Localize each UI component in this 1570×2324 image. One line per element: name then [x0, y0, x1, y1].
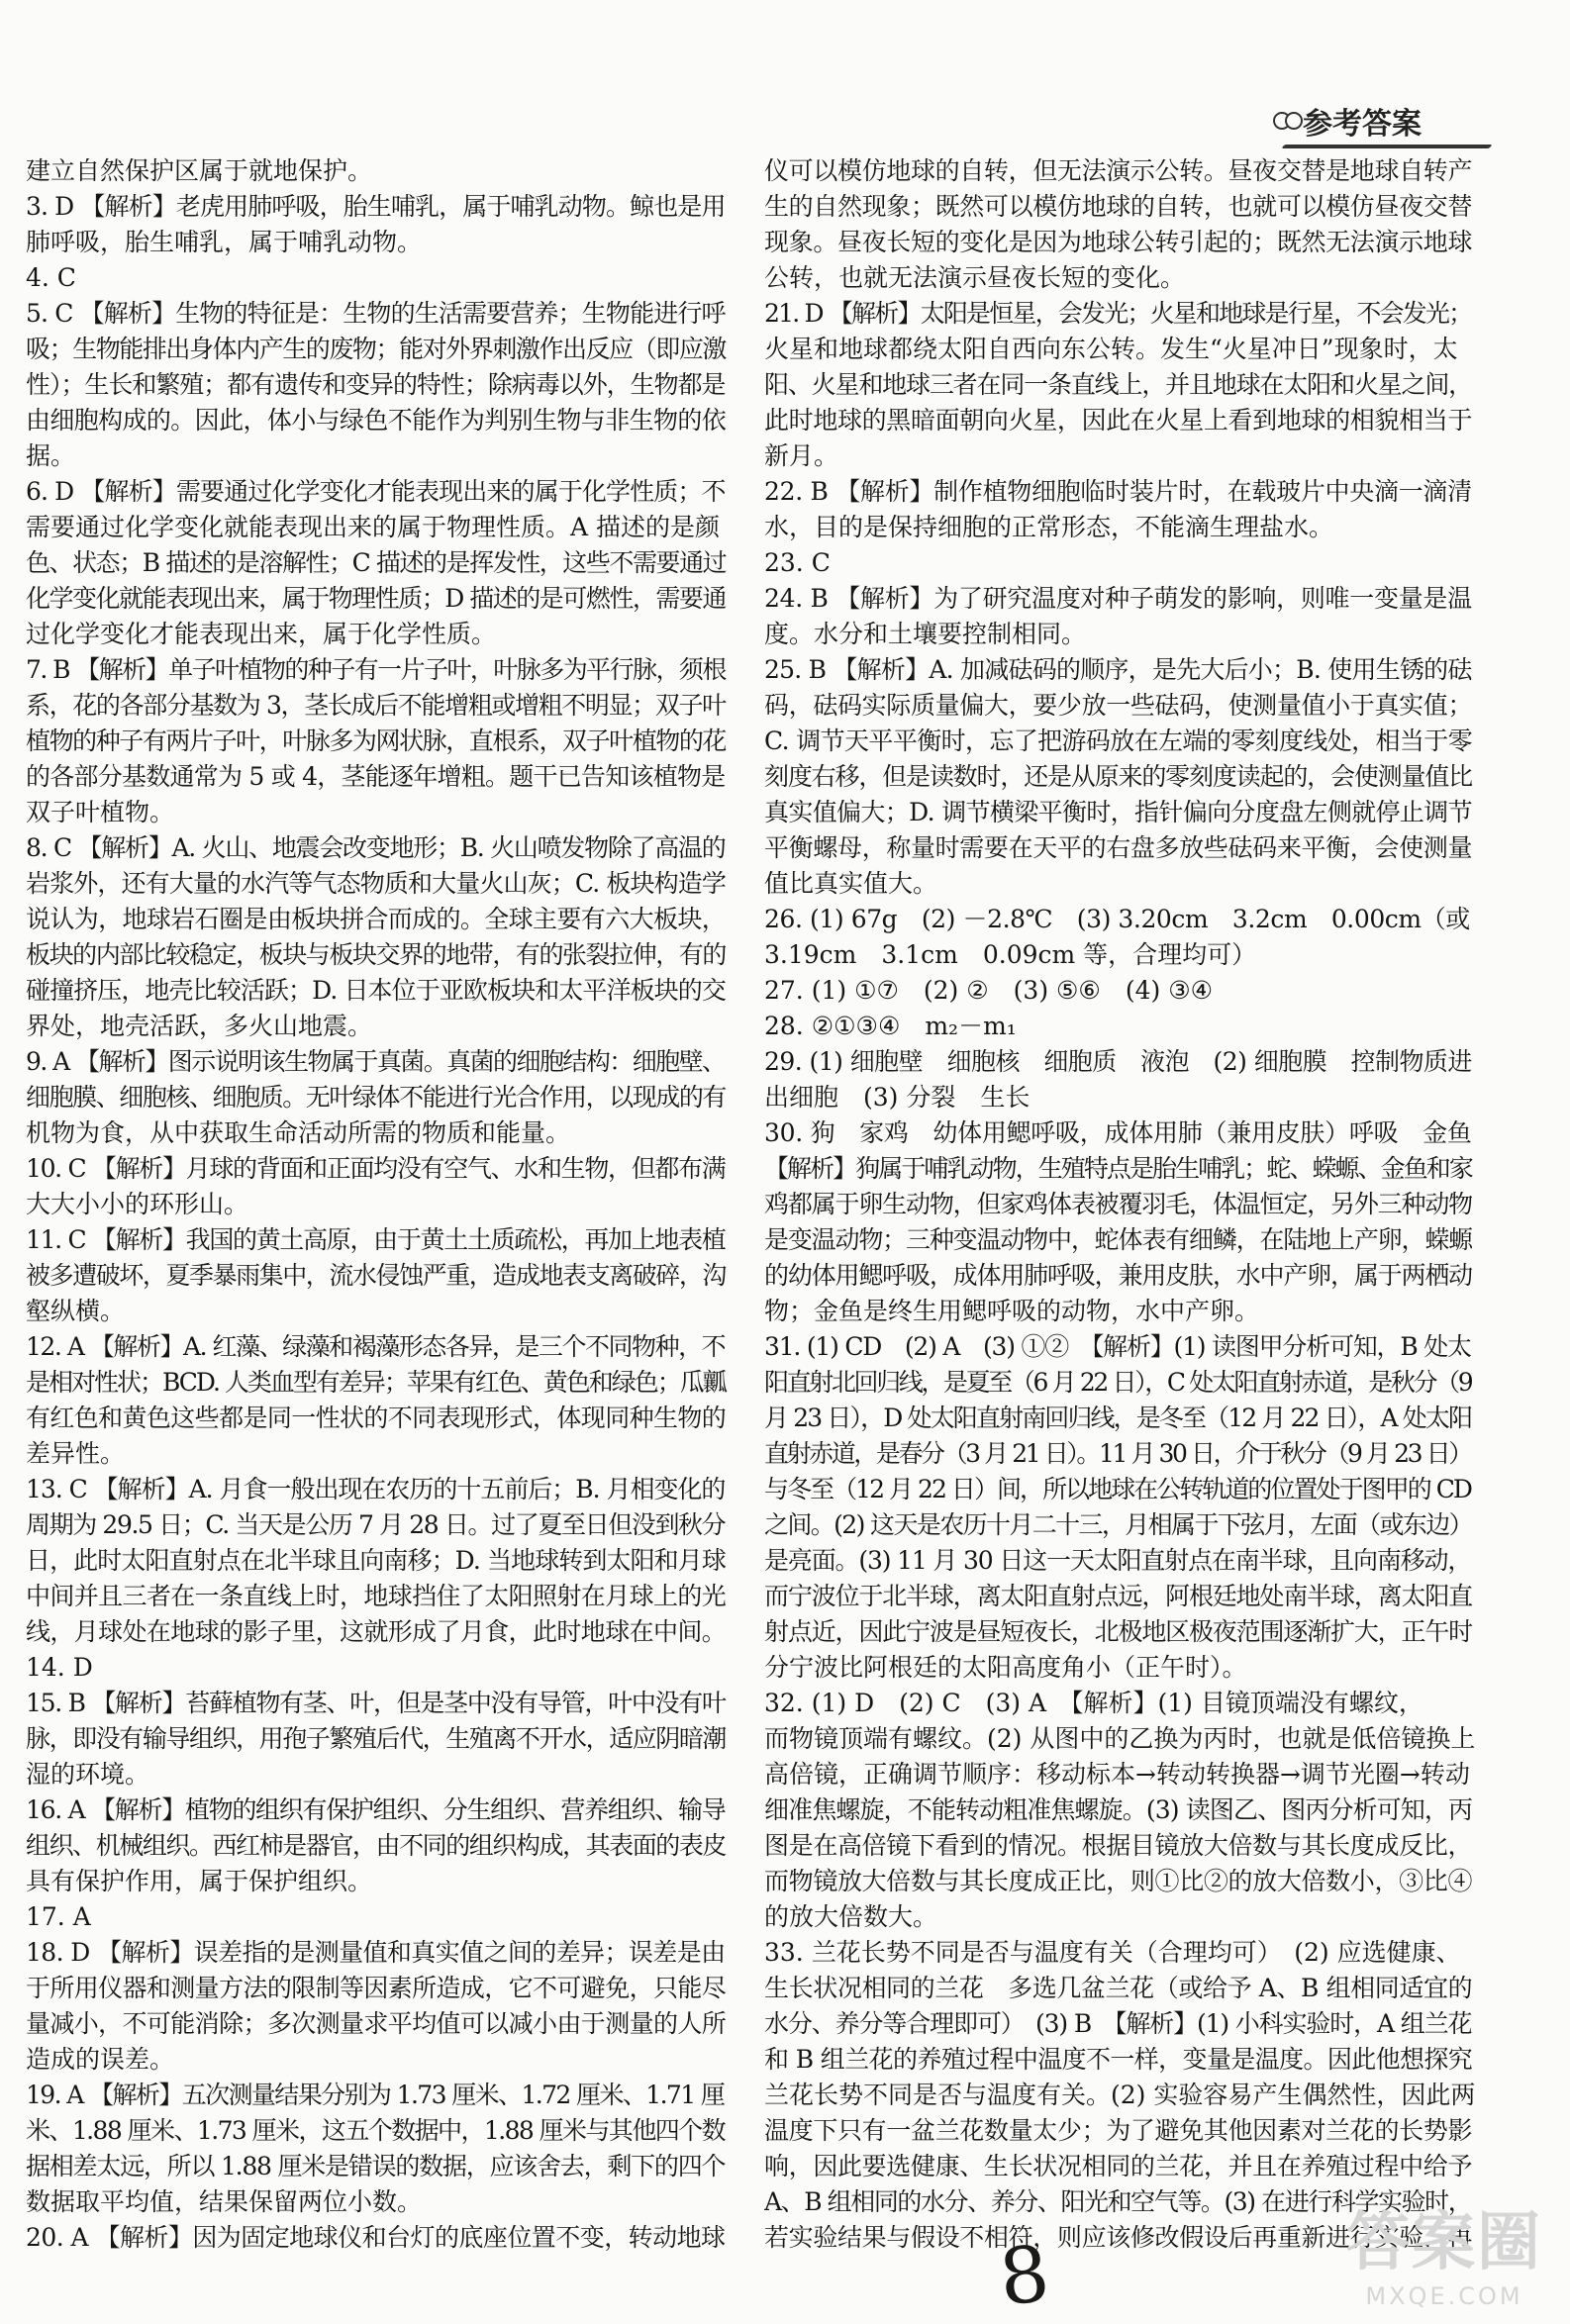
text-line: 3. D 【解析】老虎用肺呼吸，胎生哺乳，属于哺乳动物。鲸也是用 — [26, 192, 726, 221]
text-line: 而物镜顶端有螺纹。(2) 从图中的乙换为丙时，也就是低倍镜换上 — [764, 1724, 1475, 1753]
text-line: 码，砝码实际质量偏大，要少放一些砝码，使测量值小于真实值； — [764, 691, 1473, 720]
text-line: 温度下只有一盆兰花数量太少；为了避免其他因素对兰花的长势影 — [764, 2116, 1473, 2145]
text-line: 水，目的是保持细胞的正常形态，不能滴生理盐水。 — [764, 513, 1334, 541]
text-line: 12. A 【解析】A. 红藻、绿藻和褐藻形态各异，是三个不同物种，不 — [26, 1332, 726, 1361]
text-line: 24. B 【解析】为了研究温度对种子萌发的影响，则唯一变量是温 — [764, 584, 1472, 613]
text-line: C. 调节天平平衡时，忘了把游码放在左端的零刻度线处，相当于零 — [764, 726, 1473, 755]
text-line: 阳、火星和地球三者在同一条直线上，并且地球在太阳和火星之间， — [764, 370, 1473, 399]
text-line: 有红色和黄色这些都是同一性状的不同表现形式，体现同种生物的 — [26, 1404, 727, 1432]
text-line: 据相差太远，所以 1.88 厘米是错误的数据，应该舍去，剩下的四个 — [26, 2152, 726, 2180]
text-line: 14. D — [26, 1653, 93, 1682]
text-line: 生的自然现象；既然可以模仿地球的自转，也就可以模仿昼夜交替 — [764, 192, 1473, 221]
text-line: 鸡都属于卵生动物，但家鸡体表被覆羽毛，体温恒定，另外三种动物 — [764, 1190, 1473, 1218]
text-line: 31. (1) CD (2) A (3) ①② 【解析】(1) 读图甲分析可知，B 处太 — [764, 1332, 1471, 1361]
watermark-logo — [1346, 2191, 1542, 2310]
text-line: 的放大倍数大。 — [764, 1902, 938, 1931]
watermark-cn: 答案圈 — [1346, 2206, 1542, 2279]
text-line: 26. (1) 67g (2) －2.8℃ (3) 3.20cm 3.2cm 0.00cm（或 — [764, 905, 1470, 933]
text-line: 水分、养分等合理即可） (3) B 【解析】(1) 小科实验时，A 组兰花 — [764, 2009, 1472, 2038]
text-line: 是变温动物；三种变温动物中，蛇体表有细鳞，在陆地上产卵，蝾螈 — [764, 1225, 1473, 1254]
text-line: 真实值偏大；D. 调节横梁平衡时，指针偏向分度盘左侧就停止调节 — [764, 798, 1472, 826]
right-column — [764, 153, 1475, 2256]
text-line: 具有保护作用，属于保护组织。 — [26, 1867, 373, 1895]
text-line: 与冬至（12 月 22 日）间，所以地球在公转轨道的位置处于图甲的 CD — [764, 1475, 1471, 1503]
text-line: 说认为，地球岩石圈是由板块拼合而成的。全球主要有六大板块， — [26, 905, 727, 933]
text-line: 周期为 29.5 日；C. 当天是公历 7 月 28 日。过了夏至日但没到秋分 — [26, 1510, 726, 1539]
text-line: 13. C 【解析】A. 月食一般出现在农历的十五前后；B. 月相变化的 — [26, 1475, 726, 1503]
text-line: 造成的误差。 — [26, 2045, 175, 2074]
text-line: 4. C — [26, 263, 76, 292]
text-line: 高倍镜，正确调节顺序：移动标本→转动转换器→调节光圈→转动 — [764, 1760, 1470, 1789]
text-line: 建立自然保护区属于就地保护。 — [26, 156, 373, 185]
text-line: 的各部分基数通常为 5 或 4，茎能逐年增粗。题干已告知该植物是 — [26, 762, 726, 791]
text-line: 板块的内部比较稳定，板块与板块交界的地带，有的张裂拉伸，有的 — [26, 940, 727, 969]
text-line: A、B 组相同的水分、养分、阳光和空气等。(3) 在进行科学实验时， — [764, 2187, 1472, 2216]
text-line: 30. 狗 家鸡 幼体用鳃呼吸，成体用肺（兼用皮肤）呼吸 金鱼 — [764, 1118, 1472, 1147]
text-line: 9. A 【解析】图示说明该生物属于真菌。真菌的细胞结构：细胞壁、 — [26, 1047, 726, 1076]
text-line: 16. A 【解析】植物的组织有保护组织、分生组织、营养组织、输导 — [26, 1795, 726, 1824]
text-line: 11. C 【解析】我国的黄土高原，由于黄土土质疏松，再加上地表植 — [26, 1225, 726, 1254]
text-line: 双子叶植物。 — [26, 798, 175, 826]
text-line: 由细胞构成的。因此，体小与绿色不能作为判别生物与非生物的依 — [26, 406, 727, 435]
text-line: 28. ②①③④ m₂－m₁ — [764, 1012, 1017, 1040]
text-line: 21. D 【解析】太阳是恒星，会发光；火星和地球是行星，不会发光； — [764, 299, 1472, 328]
text-line: 之间。(2) 这天是农历十月二十三，月相属于下弦月，左面（或东边） — [764, 1510, 1473, 1539]
text-line: 22. B 【解析】制作植物细胞临时装片时，在载玻片中央滴一滴清 — [764, 477, 1472, 506]
text-line: 8. C 【解析】A. 火山、地震会改变地形；B. 火山喷发物除了高温的 — [26, 833, 726, 862]
text-line: 细胞膜、细胞核、细胞质。无叶绿体不能进行光合作用，以现成的有 — [26, 1083, 727, 1112]
text-line: 据。 — [26, 441, 76, 470]
text-line: 米、1.88 厘米、1.73 厘米，这五个数据中，1.88 厘米与其他四个数 — [26, 2116, 726, 2145]
text-line: 吸；生物能排出身体内产生的废物；能对外界刺激作出反应（即应激 — [26, 335, 727, 363]
text-line: 湿的环境。 — [26, 1760, 150, 1789]
text-line: 被多遭破坏，夏季暴雨集中，流水侵蚀严重，造成地表支离破碎，沟 — [26, 1261, 727, 1290]
text-line: 刻度右移，但是读数时，还是从原来的零刻度读起的，会使测量值比 — [764, 762, 1473, 791]
text-line: 3.19cm 3.1cm 0.09cm 等，合理均可） — [764, 940, 1257, 969]
text-line: 化学变化就能表现出来，属于物理性质；D 描述的是可燃性，需要通 — [26, 584, 726, 613]
text-line: 值比真实值大。 — [764, 869, 938, 898]
text-line: 量减小，不可能消除；多次测量求平均值可以减小由于测量的人所 — [26, 2009, 727, 2038]
text-line: 直射赤道，是春分（3 月 21 日）。11 月 30 日，介于秋分（9 月 23 日） — [764, 1439, 1471, 1468]
text-line: 分宁波比阿根廷的太阳高度角小（正午时）。 — [764, 1653, 1247, 1682]
handwritten-page-number: 8 — [995, 2229, 1054, 2324]
rings-icon — [1273, 112, 1297, 130]
text-line: 植物的种子有两片子叶，叶脉多为网状脉，直根系，双子叶植物的花 — [26, 726, 727, 755]
text-line: 数据取平均值，结果保留两位小数。 — [26, 2187, 423, 2216]
text-line: 月 23 日），D 处太阳直射南回归线，是冬至（12 月 22 日），A 处太阳 — [764, 1404, 1472, 1432]
text-line: 7. B 【解析】单子叶植物的种子有一片子叶，叶脉多为平行脉，须根 — [26, 655, 726, 684]
text-line: 肺呼吸，胎生哺乳，属于哺乳动物。 — [26, 228, 423, 256]
text-line: 20. A 【解析】因为固定地球仪和台灯的底座位置不变，转动地球 — [26, 2223, 726, 2252]
text-line: 岩浆外，还有大量的水汽等气态物质和大量火山灰；C. 板块构造学 — [26, 869, 727, 898]
text-line: 29. (1) 细胞壁 细胞核 细胞质 液泡 (2) 细胞膜 控制物质进 — [764, 1047, 1472, 1076]
text-line: 的幼体用鳃呼吸，成体用肺呼吸，兼用皮肤，水中产卵，属于两栖动 — [764, 1261, 1473, 1290]
text-line: 组织、机械组织。西红柿是器官，由不同的组织构成，其表面的表皮 — [26, 1831, 727, 1860]
text-line: 火星和地球都绕太阳自西向东公转。发生“火星冲日”现象时，太 — [764, 335, 1458, 363]
text-line: 新月。 — [764, 441, 839, 470]
watermark-en: MXQE.COM — [1365, 2282, 1523, 2310]
text-line: 阳直射北回归线，是夏至（6 月 22 日），C 处太阳直射赤道，是秋分（9 — [764, 1368, 1472, 1397]
text-line: 10. C 【解析】月球的背面和正面均没有空气、水和生物，但都布满 — [26, 1154, 726, 1183]
text-line: 中间并且三者在一条直线上时，地球挡住了太阳照射在月球上的光 — [26, 1582, 727, 1610]
header-tag — [1273, 99, 1422, 143]
text-line: 兰花长势不同是否与温度有关。(2) 实验容易产生偶然性，因此两 — [764, 2081, 1475, 2109]
text-line: 若实验结果与假设不相符，则应该修改假设后再重新进行实验，再 — [764, 2223, 1473, 2252]
text-line: 线，月球处在地球的影子里，这就形成了月食，此时地球在中间。 — [26, 1617, 727, 1646]
text-line: 日，此时太阳直射点在北半球且向南移；D. 当地球转到太阳和月球 — [26, 1546, 726, 1575]
text-line: 碰撞挤压，地壳比较活跃；D. 日本位于亚欧板块和太平洋板块的交 — [26, 976, 726, 1005]
text-line: 脉，即没有输导组织，用孢子繁殖后代，生殖离不开水，适应阴暗潮 — [26, 1724, 727, 1753]
text-line: 平衡螺母，称量时需要在天平的右盘多放些砝码来平衡，会使测量 — [764, 833, 1473, 862]
text-line: 15. B 【解析】苔藓植物有茎、叶，但是茎中没有导管，叶中没有叶 — [26, 1689, 726, 1717]
text-line: 过化学变化才能表现出来，属于化学性质。 — [26, 620, 497, 648]
text-line: 6. D 【解析】需要通过化学变化才能表现出来的属于化学性质；不 — [26, 477, 726, 506]
text-line: 5. C 【解析】生物的特征是：生物的生活需要营养；生物能进行呼 — [26, 299, 726, 328]
text-line: 系，花的各部分基数为 3，茎长成后不能增粗或增粗不明显；双子叶 — [26, 691, 726, 720]
text-line: 差异性。 — [26, 1439, 126, 1468]
text-line: 现象。昼夜长短的变化是因为地球公转引起的；既然无法演示地球 — [764, 228, 1473, 256]
text-line: 色、状态；B 描述的是溶解性；C 描述的是挥发性，这些不需要通过 — [26, 548, 727, 577]
swoosh-decoration — [1281, 145, 1492, 148]
text-line: 图是在高倍镜下看到的情况。根据目镜放大倍数与其长度成反比， — [764, 1831, 1473, 1860]
text-line: 25. B 【解析】A. 加减砝码的顺序，是先大后小；B. 使用生锈的砝 — [764, 655, 1472, 684]
text-line: 17. A — [26, 1902, 91, 1931]
text-line: 而物镜放大倍数与其长度成正比，则①比②的放大倍数小，③比④ — [764, 1867, 1473, 1895]
left-column — [26, 153, 729, 2256]
text-line: 19. A 【解析】五次测量结果分别为 1.73 厘米、1.72 厘米、1.71 厘 — [26, 2081, 725, 2109]
text-line: 和 B 组兰花的养殖过程中温度不一样，变量是温度。因此他想探究 — [764, 2045, 1473, 2074]
text-line: 18. D 【解析】误差指的是测量值和真实值之间的差异；误差是由 — [26, 1938, 726, 1967]
text-line: 23. C — [764, 548, 831, 577]
text-line: 于所用仪器和测量方法的限制等因素所造成，它不可避免，只能尽 — [26, 1974, 727, 2002]
text-line: 27. (1) ①⑦ (2) ② (3) ⑤⑥ (4) ③④ — [764, 976, 1214, 1005]
text-line: 是相对性状；BCD. 人类血型有差异；苹果有红色、黄色和绿色；瓜瓤 — [26, 1368, 726, 1397]
text-line: 机物为食，从中获取生命活动所需的物质和能量。 — [26, 1118, 571, 1147]
text-line: 公转，也就无法演示昼夜长短的变化。 — [764, 263, 1186, 292]
text-line: 需要通过化学变化就能表现出来的属于物理性质。A 描述的是颜 — [26, 513, 721, 541]
text-line: 仪可以模仿地球的自转，但无法演示公转。昼夜交替是地球自转产 — [764, 156, 1473, 185]
text-line: 是亮面。(3) 11 月 30 日这一天太阳直射点在南半球，且向南移动， — [764, 1546, 1472, 1575]
text-line: 32. (1) D (2) C (3) A 【解析】(1) 目镜顶端没有螺纹， — [764, 1689, 1423, 1717]
text-line: 大大小小的环形山。 — [26, 1190, 249, 1218]
text-line: 生长状况相同的兰花 多选几盆兰花（或给予 A、B 组相同适宜的 — [764, 1974, 1473, 2002]
text-line: 性）；生长和繁殖；都有遗传和变异的特性；除病毒以外，生物都是 — [26, 370, 726, 399]
text-line: 此时地球的黑暗面朝向火星，因此在火星上看到地球的相貌相当于 — [764, 406, 1473, 435]
text-line: 壑纵横。 — [26, 1297, 126, 1325]
text-line: 而宁波位于北半球，离太阳直射点远，阿根廷地处南半球，离太阳直 — [764, 1582, 1473, 1610]
text-line: 细准焦螺旋，不能转动粗准焦螺旋。(3) 读图乙、图丙分析可知，丙 — [764, 1795, 1473, 1824]
text-line: 响，因此要选健康、生长状况相同的兰花，并且在养殖过程中给予 — [764, 2152, 1473, 2180]
header-tag-label: 参考答案 — [1303, 107, 1422, 142]
text-line: 界处，地壳活跃，多火山地震。 — [26, 1012, 373, 1040]
text-line: 【解析】狗属于哺乳动物，生殖特点是胎生哺乳；蛇、蝾螈、金鱼和家 — [764, 1154, 1472, 1183]
text-line: 33. 兰花长势不同是否与温度有关（合理均可） (2) 应选健康、 — [764, 1938, 1461, 1967]
text-line: 射点近，因此宁波是昼短夜长，北极地区极夜范围逐渐扩大，正午时 — [764, 1617, 1473, 1646]
text-line: 出细胞 (3) 分裂 生长 — [764, 1083, 1030, 1112]
text-line: 物；金鱼是终生用鳃呼吸的动物，水中产卵。 — [764, 1297, 1260, 1325]
text-line: 度。水分和土壤要控制相同。 — [764, 620, 1087, 648]
